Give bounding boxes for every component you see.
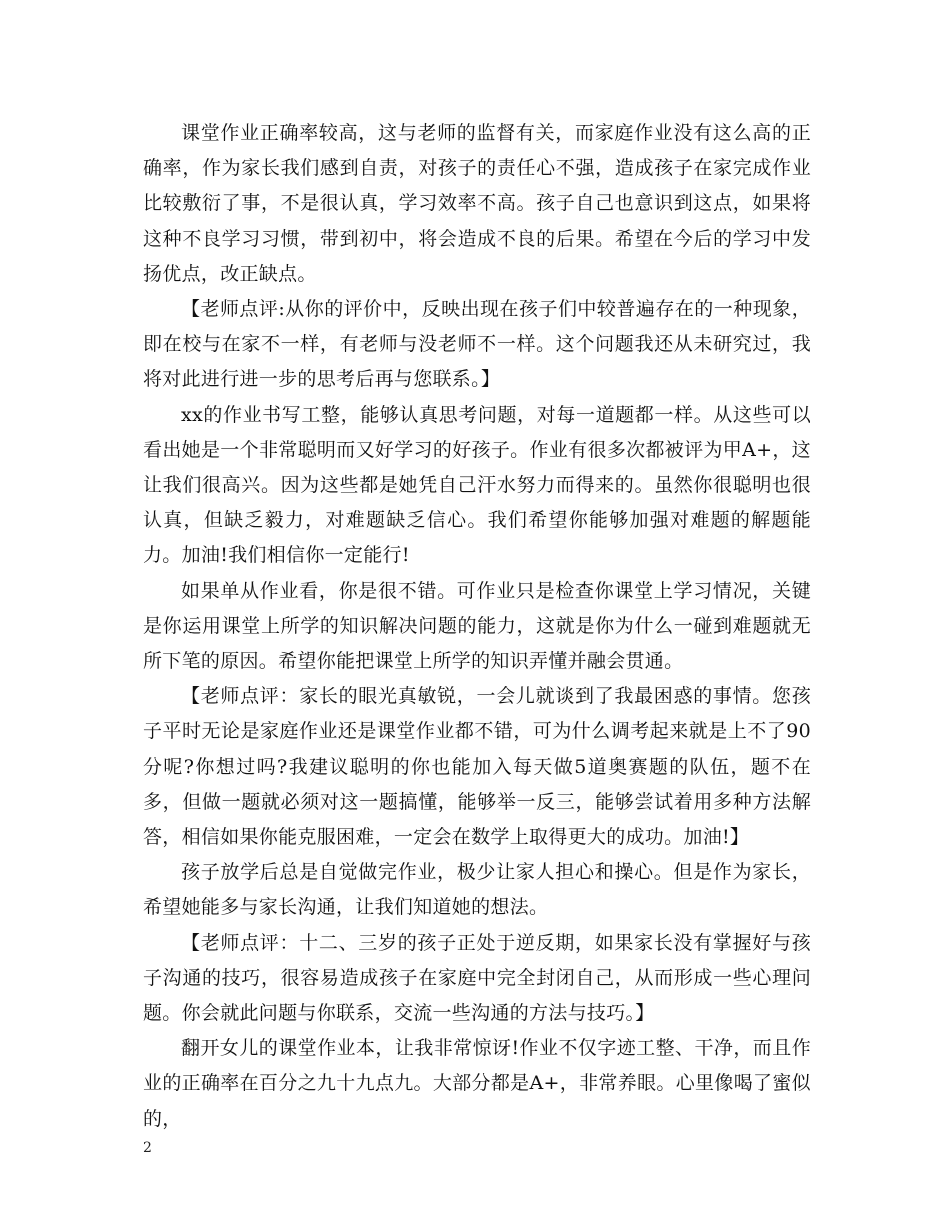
paragraph-homework-accuracy: 课堂作业正确率较高，这与老师的监督有关，而家庭作业没有这么高的正确率，作为家长我们感到自责，对孩子的责任心不强，造成孩子在家完成作业比较敷衍了事，不是很认真，学习效率不高。孩子自己也意识到这点，如果将这种不良学习习惯，带到初中，将会造成不良的后果。希望在今后的学习中发扬优点，改正缺点。: [143, 122, 811, 285]
paragraph-homework-view: 如果单从作业看，你是很不错。可作业只是检查你课堂上学习情况，关键是你运用课堂上所学的知识解决问题的能力，这就是你为什么一碰到难题就无所下笔的原因。希望你能把课堂上所学的知识弄懂并融会贯通。: [143, 579, 811, 673]
paragraph-after-school: 孩子放学后总是自觉做完作业，极少让家人担心和操心。但是作为家长，希望她能多与家长沟通，让我们知道她的想法。: [143, 861, 811, 919]
teacher-comment-school-home: 【老师点评:从你的评价中，反映出现在孩子们中较普遍存在的一种现象，即在校与在家不一样，有老师与没老师不一样。这个问题我还从未研究过，我将对此进行进一步的思考后再与您联系。】: [143, 298, 811, 391]
teacher-comment-communication: 【老师点评：十二、三岁的孩子正处于逆反期，如果家长没有掌握好与孩子沟通的技巧，很容易造成孩子在家庭中完全封闭自己，从而形成一些心理问题。你会就此问题与你联系，交流一些沟通的方法与技巧。】: [143, 931, 811, 1025]
page-number: 2: [143, 1140, 152, 1156]
paragraph-daughter-notebook: 翻开女儿的课堂作业本，让我非常惊讶!作业不仅字迹工整、干净，而且作业的正确率在百分之九十九点九。大部分都是A+，非常养眼。心里像喝了蜜似的，: [143, 1037, 811, 1130]
teacher-comment-exam-score: 【老师点评：家长的眼光真敏锐，一会儿就谈到了我最困惑的事情。您孩子平时无论是家庭作业还是课堂作业都不错，可为什么调考起来就是上不了90分呢?你想过吗?我建议聪明的你也能加入每天做5道奥赛题的队伍，题不在多，但做一题就必须对这一题搞懂，能够举一反三，能够尝试着用多种方法解答，相信如果你能克服困难，一定会在数学上取得更大的成功。加油!】: [143, 685, 811, 849]
paragraph-neat-homework: xx的作业书写工整，能够认真思考问题，对每一道题都一样。从这些可以看出她是一个非常聪明而又好学习的好孩子。作业有很多次都被评为甲A+，这让我们很高兴。因为这些都是她凭自己汗水努力而得来的。虽然你很聪明也很认真，但缺乏毅力，对难题缺乏信心。我们希望你能够加强对难题的解题能力。加油!我们相信你一定能行!: [143, 403, 811, 567]
document-body: [143, 116, 811, 1137]
